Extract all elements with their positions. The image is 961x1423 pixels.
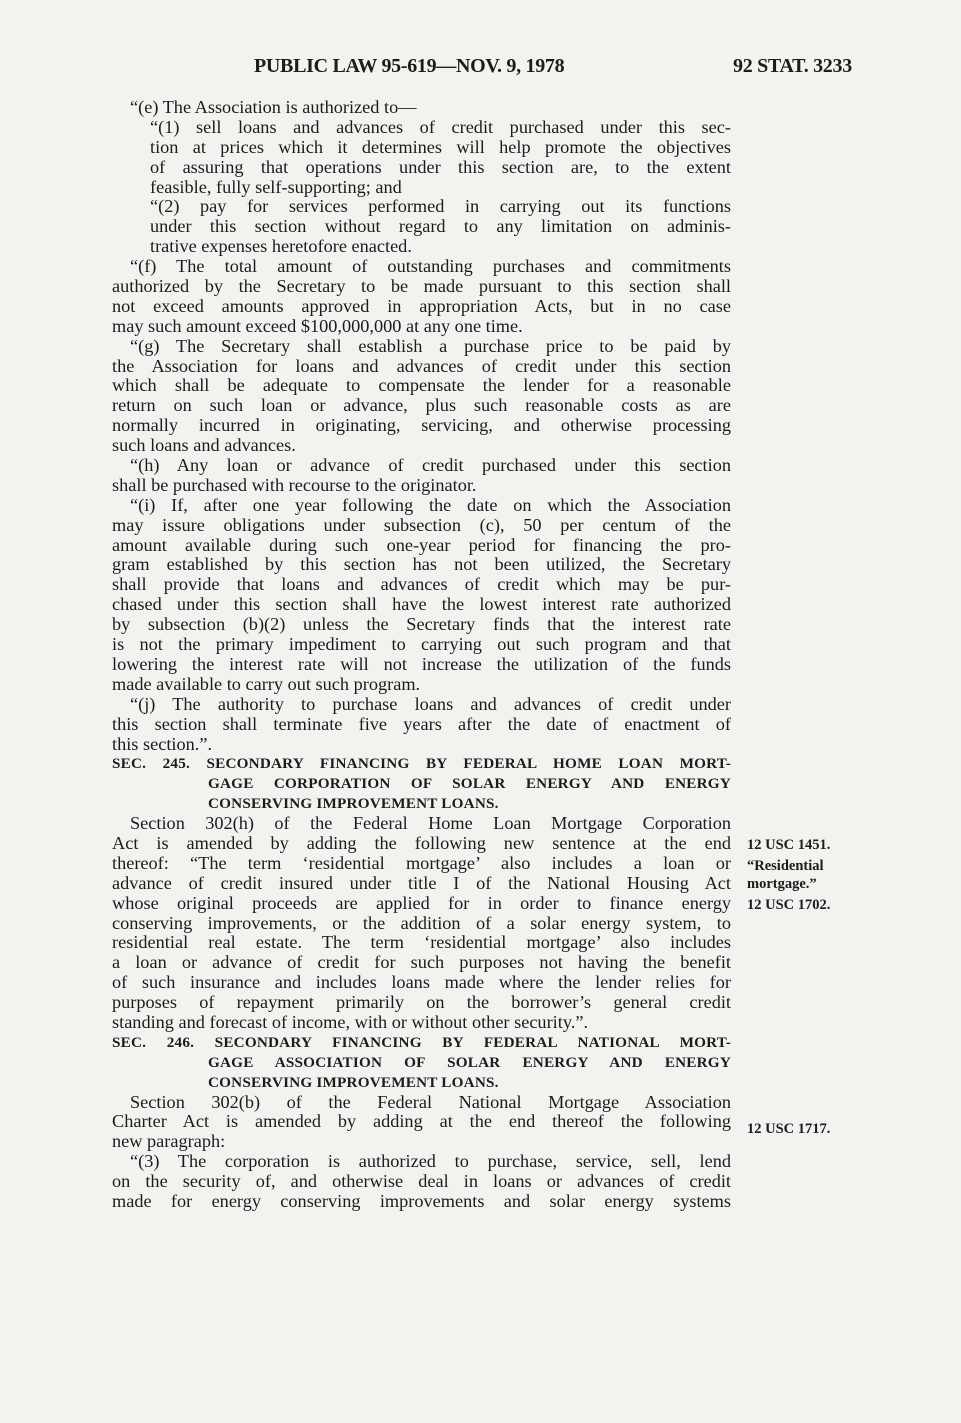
text-line: shall be purchased with recourse to the originator. [112,474,477,495]
paragraph [112,337,731,456]
text-line: normally incurred in originating, servicing, and otherwise processing [112,415,731,436]
text-line: is not the primary impediment to carrying out such program and that [112,634,731,655]
text-line: of assuring that operations under this section are, to the extent [150,156,731,177]
text-line: gram established by this section has not been utilized, the Secretary [112,554,731,575]
paragraph [112,1093,731,1153]
text-line: feasible, fully self-supporting; and [150,176,402,197]
text-line: “(e) The Association is authorized to— [130,97,417,117]
text-line: tion at prices which it determines will help promote the objectives [150,136,731,157]
text-line: GAGE ASSOCIATION OF SOLAR ENERGY AND ENERGY [208,1053,731,1071]
text-line: CONSERVING IMPROVEMENT LOANS. [208,1073,499,1091]
text-line: Section 302(b) of the Federal National Mortgage Association [130,1091,731,1112]
text-line: made available to carry out such program. [112,673,421,694]
subparagraph [112,197,731,257]
text-line: by subsection (b)(2) unless the Secretary finds that the interest rate [112,614,731,635]
margin-note-definition: mortgage.” [747,876,817,892]
text-line: of such insurance and includes loans made where the lender relies for [112,972,731,993]
text-line: chased under this section shall have the lowest interest rate authorized [112,594,731,615]
text-line: “(3) The corporation is authorized to purchase, service, sell, lend [130,1151,731,1172]
text-line: “(j) The authority to purchase loans and advances of credit under [130,693,731,714]
paragraph [112,257,731,337]
text-line: “(h) Any loan or advance of credit purchased under this section [130,455,731,476]
running-header-title: PUBLIC LAW 95-619—NOV. 9, 1978 [254,55,565,77]
text-line: thereof: “The term ‘residential mortgage’ also includes a loan or [112,852,731,873]
section-heading [112,754,731,814]
text-line: under this section without regard to any limitation on adminis- [150,216,731,237]
paragraph [112,814,731,1033]
text-line: authorized by the Secretary to be made pursuant to this section shall [112,276,731,297]
text-line: “(1) sell loans and advances of credit purchased under this sec- [150,116,731,137]
text-line: advance of credit insured under title I of the National Housing Act [112,872,731,893]
text-line: a loan or advance of credit for such purposes not having the benefit [112,952,731,973]
text-line: Act is amended by adding the following new sentence at the end [112,832,731,853]
text-line: such loans and advances. [112,435,296,456]
paragraph [112,98,731,118]
text-line: made for energy conserving improvements and solar energy systems [112,1190,731,1211]
subparagraph [112,118,731,198]
text-line: amount available during such one-year period for financing the pro- [112,534,731,555]
statute-page-number: 92 STAT. 3233 [733,55,852,77]
text-line: “(f) The total amount of outstanding purchases and commitments [130,256,731,277]
text-line: this section shall terminate five years after the date of enactment of [112,713,731,734]
text-line: trative expenses heretofore enacted. [150,236,412,257]
text-line: may such amount exceed $100,000,000 at any one time. [112,315,523,336]
text-line: return on such loan or advance, plus such reasonable costs as are [112,395,731,416]
text-line: Charter Act is amended by adding at the end thereof the following [112,1111,731,1132]
text-line: not exceed amounts approved in appropriation Acts, but in no case [112,295,731,316]
text-line: residential real estate. The term ‘residential mortgage’ also includes [112,932,731,953]
text-line: whose original proceeds are applied for in order to finance energy [112,892,731,913]
margin-note-citation: 12 USC 1717. [747,1121,831,1137]
document-body [112,98,731,1212]
text-line: purposes of repayment primarily on the borrower’s general credit [112,992,731,1013]
paragraph [112,1152,731,1212]
paragraph [112,456,731,496]
text-line: “(i) If, after one year following the date on which the Association [130,494,731,515]
text-line: lowering the interest rate will not increase the utilization of the funds [112,653,731,674]
text-line: the Association for loans and advances of credit under this section [112,355,731,376]
text-line: may issure obligations under subsection (c), 50 per centum of the [112,514,731,535]
text-line: new paragraph: [112,1131,226,1152]
text-line: shall provide that loans and advances of credit which may be pur- [112,574,731,595]
text-line: this section.”. [112,733,213,754]
text-line: CONSERVING IMPROVEMENT LOANS. [208,795,499,813]
text-line: conserving improvements, or the addition of a solar energy system, to [112,912,731,933]
text-line: SEC. 246. SECONDARY FINANCING BY FEDERAL NATIONAL MORT- [112,1033,731,1051]
text-line: which shall be adequate to compensate the lender for a reasonable [112,375,731,396]
text-line: Section 302(h) of the Federal Home Loan Mortgage Corporation [130,813,731,834]
section-heading [112,1033,731,1093]
text-line: GAGE CORPORATION OF SOLAR ENERGY AND ENERGY [208,775,731,793]
margin-note-citation: 12 USC 1702. [747,897,831,913]
paragraph [112,695,731,755]
paragraph [112,496,731,695]
text-line: on the security of, and otherwise deal in loans or advances of credit [112,1171,731,1192]
margin-note-citation: 12 USC 1451. [747,837,831,853]
text-line: standing and forecast of income, with or without other security.”. [112,1011,589,1032]
margin-note-definition: “Residential [747,858,824,874]
text-line: “(2) pay for services performed in carrying out its functions [150,196,731,217]
text-line: SEC. 245. SECONDARY FINANCING BY FEDERAL HOME LOAN MORT- [112,755,731,773]
text-line: “(g) The Secretary shall establish a purchase price to be paid by [130,335,731,356]
